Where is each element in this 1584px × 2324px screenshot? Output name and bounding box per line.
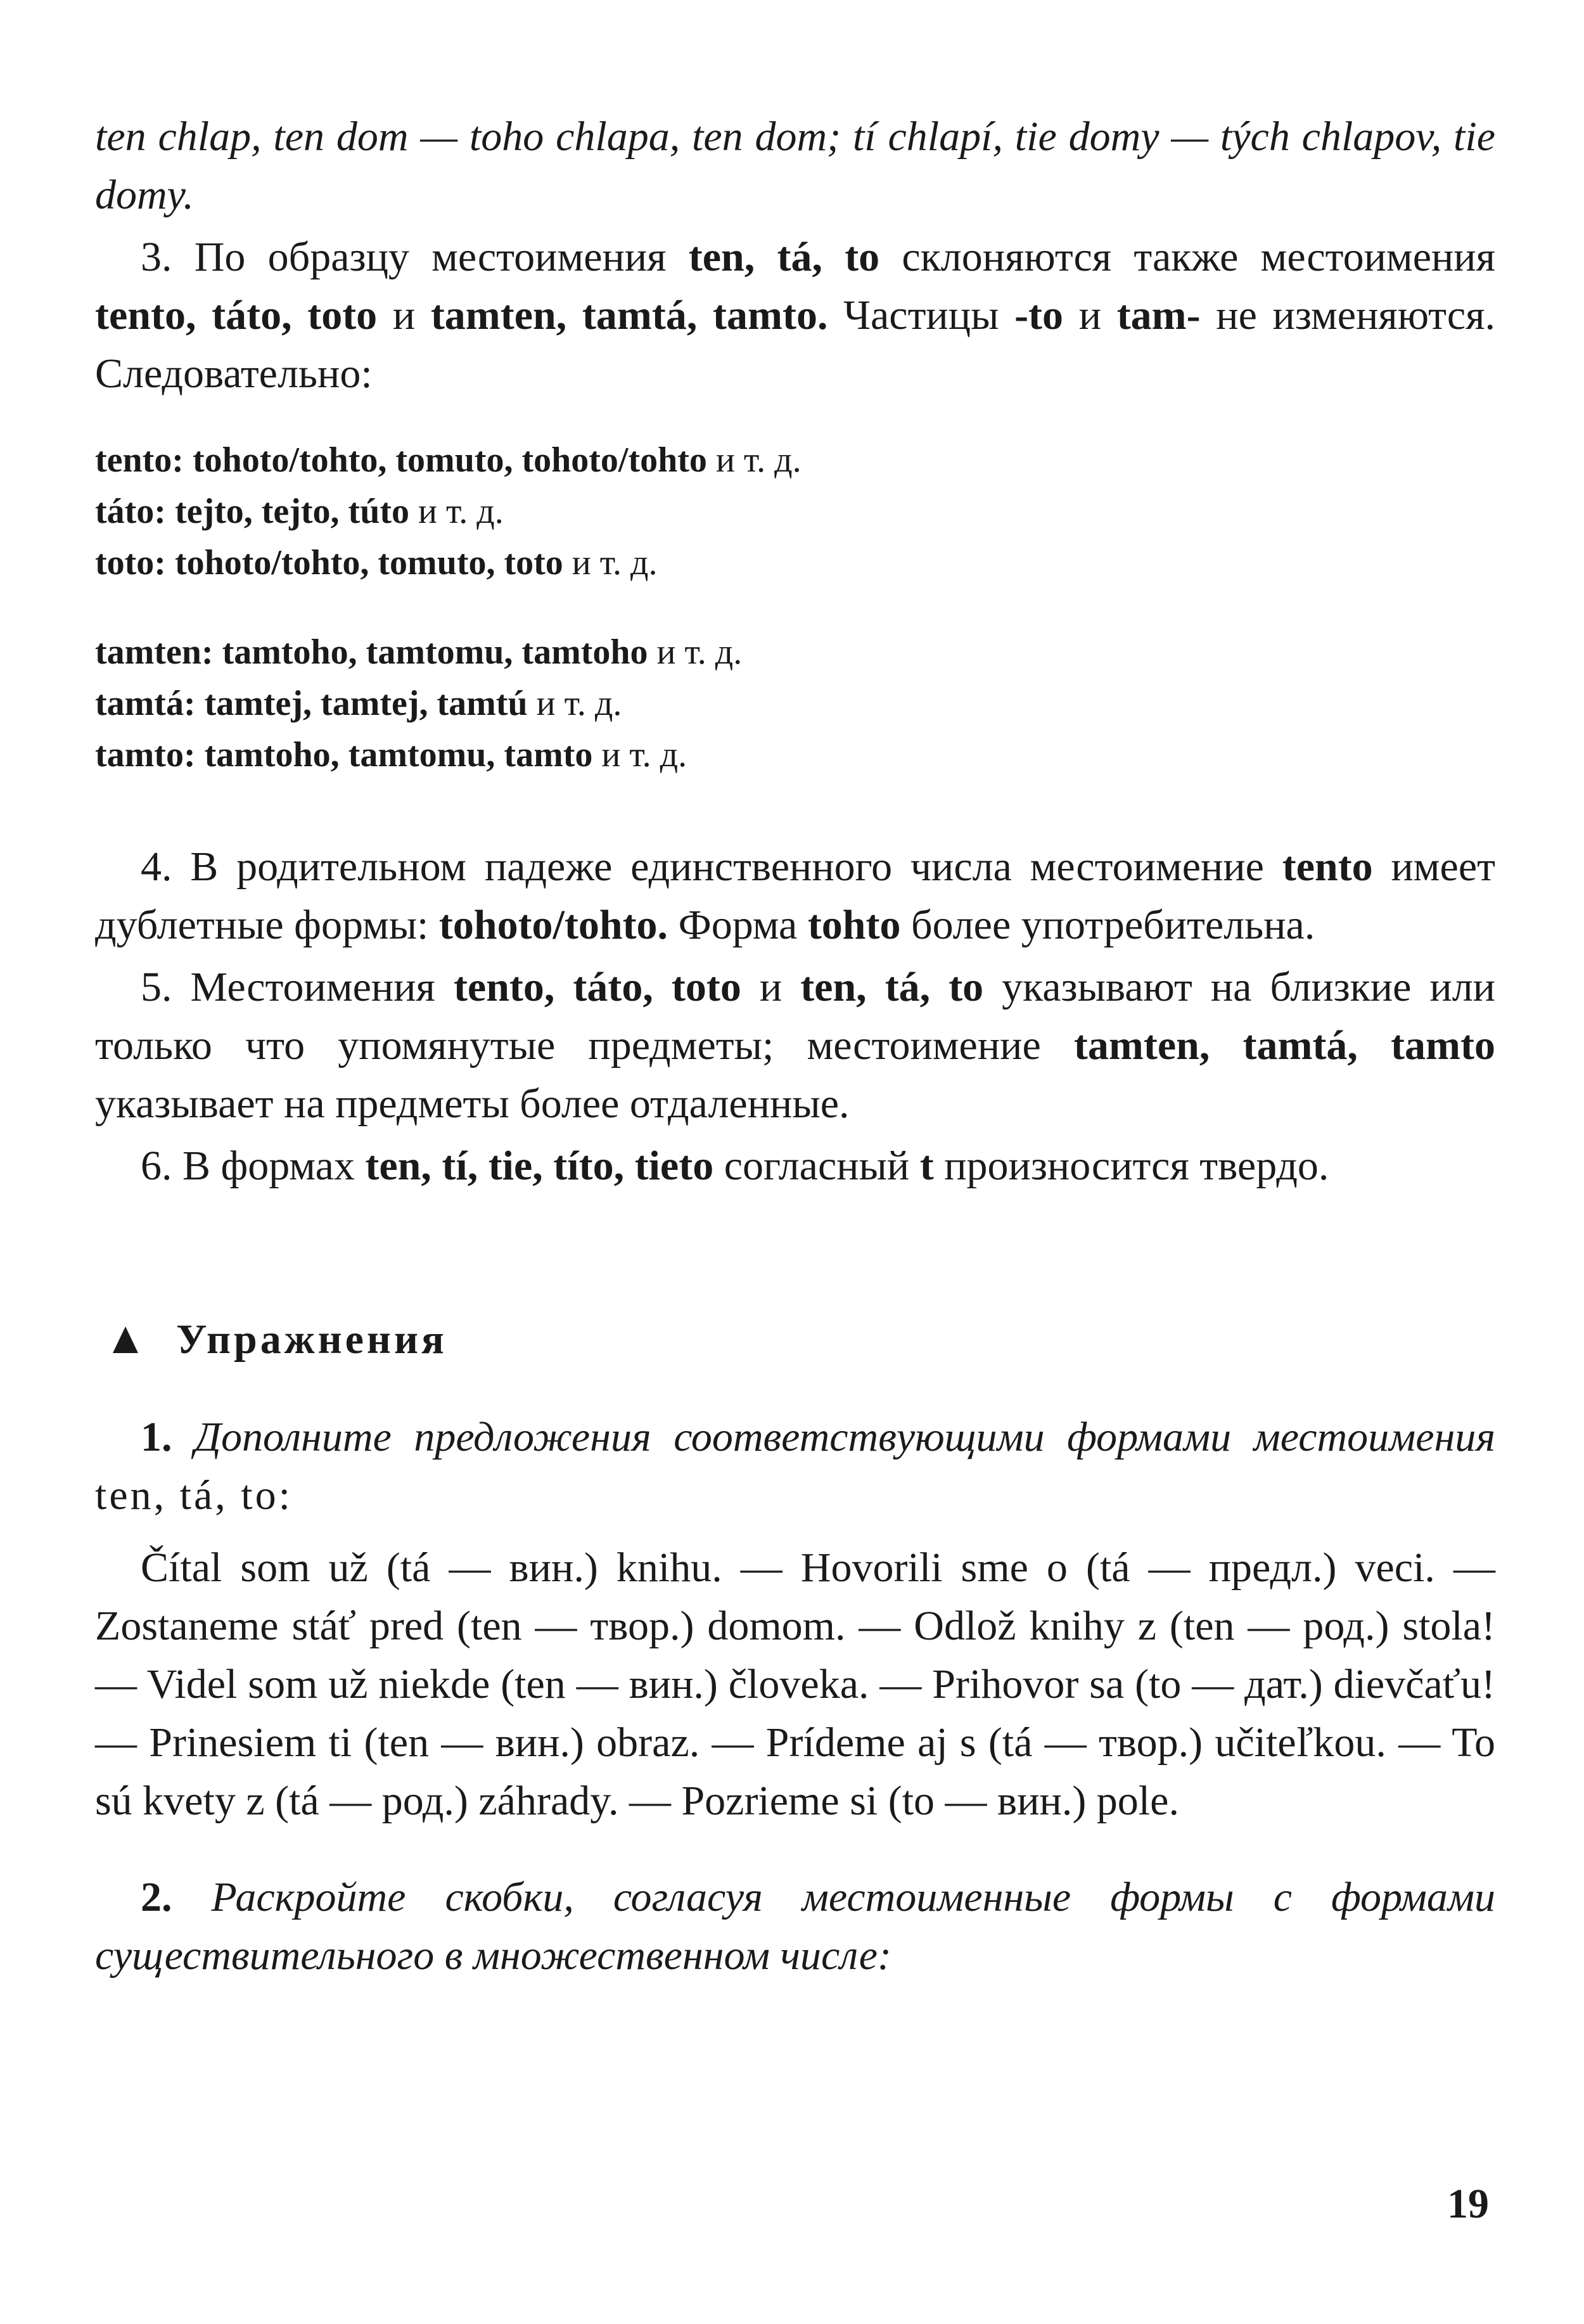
declension-row	[95, 537, 1495, 589]
decl-tail: и т. д.	[715, 440, 802, 480]
para3-bold-2: tento, táto, toto	[95, 292, 378, 338]
para5-bold-2: ten, tá, to	[800, 964, 984, 1010]
para4-text-2: имеет дублетные формы:	[95, 844, 1495, 948]
decl-forms: tamtoho, tamtomu, tamto	[195, 735, 602, 774]
decl-forms: tohoto/tohto, tomuto, toto	[165, 543, 572, 582]
declension-block-1	[95, 435, 1495, 589]
para6-text-3: произносится твердо.	[933, 1143, 1329, 1189]
decl-head: tamtá:	[95, 684, 196, 723]
para5-text-3: указывают на близкие или только что упомянутые предметы; местоимение	[95, 964, 1496, 1069]
para5-text-4: указывает на предметы более отдаленные.	[95, 1081, 850, 1127]
decl-tail: и т. д.	[656, 632, 743, 672]
para3-text-1: По образцу местоимения	[172, 234, 689, 280]
ex2-number: 2.	[141, 1874, 172, 1920]
para4-text-4: более употребительна.	[900, 902, 1315, 948]
para5-bold-1: tento, táto, toto	[453, 964, 741, 1010]
decl-head: tamto:	[95, 735, 196, 774]
declension-block-2	[95, 627, 1495, 781]
para3-bold-5: tam-	[1116, 292, 1201, 338]
para4-bold-3: tohto	[807, 902, 901, 948]
decl-head: tento:	[95, 440, 184, 480]
para3-bold-4: -to	[1014, 292, 1064, 338]
para3-num: 3.	[141, 234, 172, 280]
para6-text-2: согласный	[713, 1143, 920, 1189]
exercise-1-instruction	[95, 1408, 1495, 1525]
page-body	[95, 108, 1495, 1985]
section-title: Упражнения	[176, 1316, 447, 1363]
para3-text-3: и	[377, 292, 431, 338]
para5-bold-3: tamten, tamtá, tamto	[1073, 1022, 1495, 1069]
paragraph-3	[95, 228, 1495, 403]
para3-text-5: и	[1063, 292, 1117, 338]
exercise-2-instruction	[95, 1868, 1495, 1985]
declension-row	[95, 435, 1495, 486]
para4-text-3: Форма	[668, 902, 808, 948]
decl-tail: и т. д.	[572, 543, 658, 582]
para6-bold-1: ten, tí, tie, títo, tieto	[365, 1143, 714, 1189]
decl-head: táto:	[95, 492, 166, 531]
declension-row	[95, 729, 1495, 781]
triangle-icon	[113, 1326, 138, 1353]
paragraph-6	[95, 1137, 1495, 1195]
decl-forms: tohoto/tohto, tomuto, tohoto/tohto	[183, 440, 716, 480]
para4-bold-1: tento	[1282, 844, 1373, 890]
section-heading	[95, 1316, 1495, 1364]
decl-forms: tejto, tejto, túto	[165, 492, 418, 531]
decl-head: toto:	[95, 543, 166, 582]
para5-text-1: 5. Местоимения	[141, 964, 454, 1010]
para3-bold-1: ten, tá, to	[688, 234, 880, 280]
para4-text-1: 4. В родительном падеже единственного числа местоимение	[141, 844, 1282, 890]
para6-text-1: 6. В формах	[141, 1143, 366, 1189]
para4-bold-2: tohoto/tohto.	[438, 902, 668, 948]
declension-row	[95, 678, 1495, 729]
decl-tail: и т. д.	[536, 684, 622, 723]
ex1-number: 1.	[141, 1414, 172, 1460]
para3-bold-3: tamten, tamtá, tamto.	[430, 292, 828, 338]
exercise-1-text: Čítal som už (tá — вин.) knihu. — Hovorili sme o (tá — предл.) veci. — Zostaneme stáť pred (ten — твор.) domom. — Odlož knihy z (ten — род.) stola! — Videl som už niekde (ten — вин.) človeka. — Prihovor sa (to — дат.) dievčaťu! — Prinesiem ti (ten — вин.) obraz. — Prídeme aj s (tá — твор.) učiteľkou. — To sú kvety z (tá — род.) záhrady. — Pozrieme si (to — вин.) pole.	[95, 1544, 1495, 1824]
decl-forms: tamtej, tamtej, tamtú	[195, 684, 537, 723]
declension-row	[95, 627, 1495, 678]
example-line: ten chlap, ten dom — toho chlapa, ten dom; tí chlapí, tie domy — tých chlapov, tie domy.	[95, 113, 1495, 218]
ex1-forms: ten, tá, to:	[95, 1472, 293, 1518]
decl-head: tamten:	[95, 632, 214, 672]
para3-text-4: Частицы	[827, 292, 1015, 338]
paragraph-5	[95, 958, 1495, 1133]
page-number: 19	[1447, 2181, 1489, 2227]
para3-text-2: склоняются также местоимения	[879, 234, 1495, 280]
para6-bold-2: t	[919, 1143, 934, 1189]
decl-tail: и т. д.	[418, 492, 504, 531]
decl-forms: tamtoho, tamtomu, tamtoho	[213, 632, 657, 672]
para5-text-2: и	[741, 964, 801, 1010]
para3-text-6: не изменяются. Следовательно:	[95, 292, 1495, 397]
paragraph-4	[95, 838, 1495, 954]
declension-row	[95, 486, 1495, 537]
ex1-instruction-text: Дополните предложения соответствующими формами местоимения	[172, 1414, 1495, 1460]
ex2-instruction-text: Раскройте скобки, согласуя местоименные формы с формами существительного в множественном числе:	[95, 1874, 1495, 1979]
decl-tail: и т. д.	[601, 735, 687, 774]
